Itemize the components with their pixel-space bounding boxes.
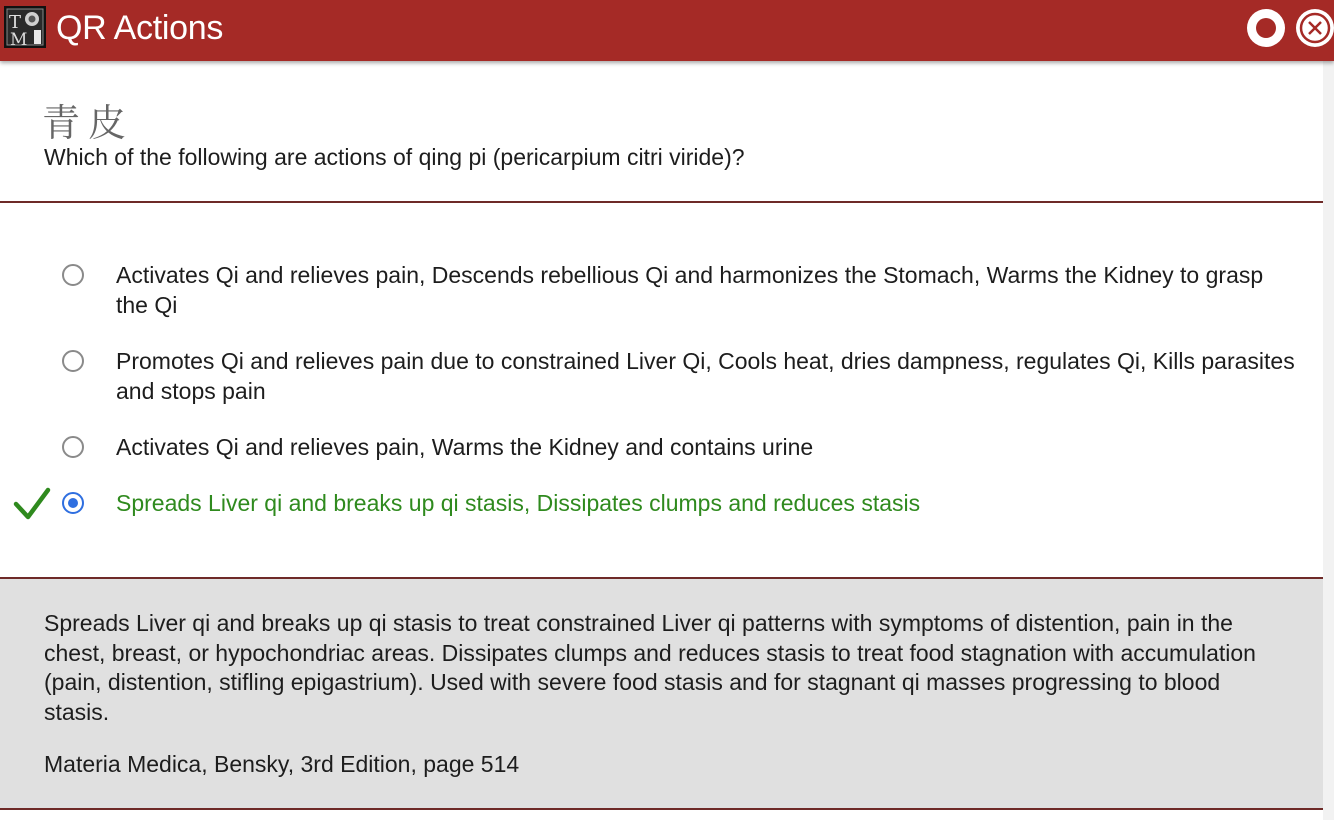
- close-icon: [1296, 9, 1334, 47]
- explanation-line: stasis.: [44, 698, 110, 725]
- explanation-panel: [0, 579, 1323, 808]
- question-header: [0, 61, 1323, 201]
- svg-text:T: T: [9, 12, 22, 33]
- explanation-line: chest, breast, or hypochondriac areas. Dissipates clumps and reduces stasis to treat food stagnation with accumulation: [44, 639, 1256, 666]
- reference-citation: Materia Medica, Bensky, 3rd Edition, page 514: [44, 751, 520, 777]
- checkmark-icon: [12, 484, 52, 524]
- window-title: QR Actions: [56, 9, 224, 47]
- radio-button[interactable]: [62, 436, 84, 458]
- divider: [0, 808, 1323, 810]
- option-label-line: Promotes Qi and relieves pain due to constrained Liver Qi, Cools heat, dries dampness, regulates Qi, Kills parasites: [116, 348, 1295, 374]
- chinese-name: 青皮: [42, 101, 135, 145]
- radio-button-selected[interactable]: [62, 492, 84, 514]
- option-label-line: Activates Qi and relieves pain, Descends rebellious Qi and harmonizes the Stomach, Warms the Kidney to grasp: [116, 262, 1264, 288]
- option-label-line: Spreads Liver qi and breaks up qi stasis, Dissipates clumps and reduces stasis: [116, 490, 921, 516]
- svg-text:M: M: [10, 30, 28, 48]
- scrollbar[interactable]: [1323, 61, 1334, 820]
- radio-button[interactable]: [62, 350, 84, 372]
- option-label-line: Activates Qi and relieves pain, Warms the Kidney and contains urine: [116, 434, 814, 460]
- tcm-logo-icon: [4, 6, 46, 48]
- question-text: Which of the following are actions of qing pi (pericarpium citri viride)?: [44, 144, 745, 170]
- record-icon: [1256, 18, 1276, 38]
- divider: [0, 201, 1323, 203]
- explanation-line: (pain, distention, stifling epigastrium). Used with severe food stasis and for stagnant qi masses progressing to blood: [44, 669, 1221, 695]
- record-button[interactable]: [1247, 9, 1285, 47]
- explanation-line: Spreads Liver qi and breaks up qi stasis to treat constrained Liver qi patterns with symptoms of distention, pain in the: [44, 610, 1233, 636]
- option-label-line: the Qi: [116, 292, 178, 318]
- close-button[interactable]: [1296, 9, 1334, 47]
- title-bar: [0, 0, 1334, 61]
- option-label-line: and stops pain: [116, 378, 266, 404]
- explanation-text: [44, 609, 1294, 727]
- radio-button[interactable]: [62, 264, 84, 286]
